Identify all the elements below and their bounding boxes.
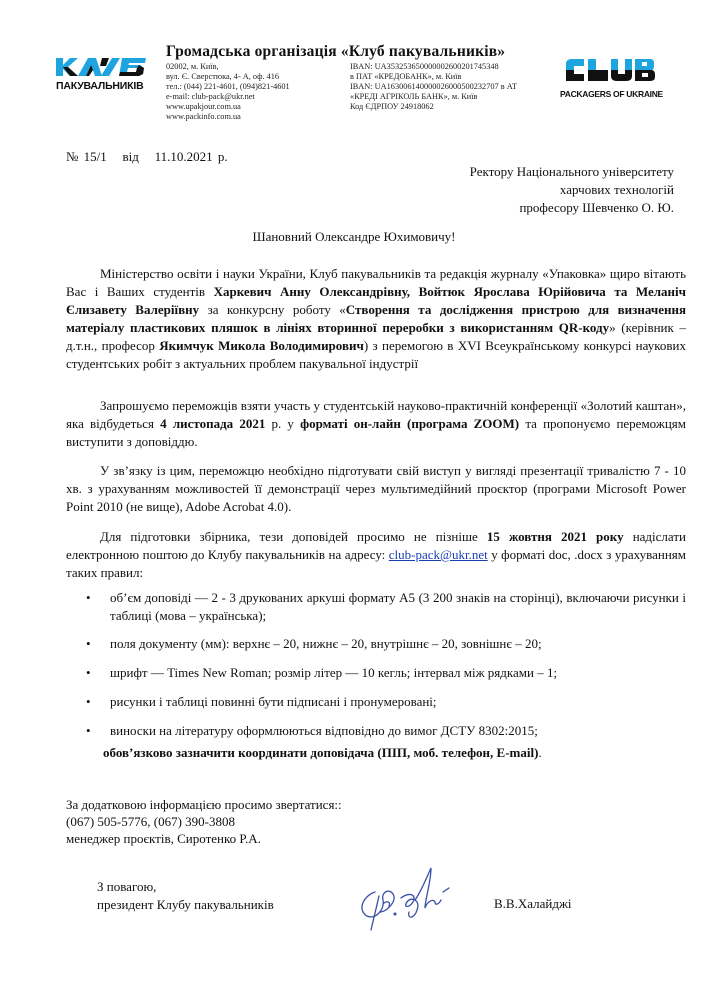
club-wordmark-icon <box>564 58 656 82</box>
salutation: Шановний Олександре Юхимовичу! <box>252 229 456 244</box>
mandatory-text: обов’язково зазначити координати доповідача (ПІП, моб. телефон, E-mail) <box>103 745 539 760</box>
contact-phones: (067) 505-5776, (067) 390-3808 <box>66 814 235 829</box>
website-line: www.upakjour.com.ua <box>166 102 241 112</box>
organization-address <box>166 62 290 123</box>
contact-line: За додатковою інформацією просимо звертатися:: <box>66 797 342 812</box>
list-item: • шрифт — Times New Roman; розмір літер — 10 кегль; інтервал між рядками – 1; <box>86 664 686 682</box>
paragraph-submission <box>66 528 686 582</box>
text-span: Міністерство освіти і науки України, Клуб пакувальників та редакція журналу «Упаковка» щиро вітають Вас і Ваших студентів <box>66 266 686 299</box>
text-span: р. у <box>265 416 301 431</box>
paragraph-invitation <box>66 397 686 451</box>
list-item: • рисунки і таблиці повинні бути підписані і пронумеровані; <box>86 693 686 711</box>
bank-line: IBAN: UA353253650000002600201745348 <box>350 62 499 71</box>
closing-block <box>97 878 274 914</box>
text-span: . <box>538 745 542 760</box>
addressee-line: Ректору Національного університету <box>469 164 674 179</box>
email-line: e-mail: club-pack@ukr.net <box>166 92 255 102</box>
paragraph-congratulation <box>66 265 686 373</box>
list-item: • поля документу (мм): верхнє – 20, нижнє – 20, внутрішнє – 20, зовнішнє – 20; <box>86 635 686 653</box>
signature-icon <box>345 852 463 932</box>
address-line: 02002, м. Київ, <box>166 62 219 71</box>
text-span: » (керівник – д.т.н., професор <box>66 320 686 353</box>
text-span: Для підготовки збірника, тези доповідей просимо не пізніше <box>100 529 487 544</box>
closing-line: З повагою, <box>97 879 157 894</box>
bank-line: в ПАТ «КРЕДОБАНК», м. Київ <box>350 72 462 82</box>
conference-format: форматі он-лайн (програма ZOOM) <box>300 416 520 431</box>
text-span: та пропонуємо переможцям виступити з доповіддю. <box>66 416 686 449</box>
signer-name: В.В.Халайджі <box>494 896 572 911</box>
list-item: • виноски на літературу оформлюються відповідно до вимог ДСТУ 8302:2015; <box>86 722 686 740</box>
address-line: вул. Є. Сверстюка, 4- А, оф. 416 <box>166 72 280 82</box>
logo-club-packagers-en <box>560 58 663 99</box>
addressee-line: професору Шевченко О. Ю. <box>519 200 674 215</box>
conference-date: 4 листопада 2021 <box>160 416 266 431</box>
logo-left-text: ПАКУВАЛЬНИКІВ <box>56 80 144 92</box>
phone-line: тел.: (044) 221-4601, (094)821-4601 <box>166 82 290 92</box>
bank-line: IBAN: UA163006140000026000500232707 в АТ <box>350 82 518 92</box>
paragraph-presentation <box>66 462 686 516</box>
text-span: у форматі doc, .docx з урахуванням таких правил: <box>66 547 686 580</box>
addressee-block <box>470 163 674 217</box>
student-names: Харкевич Анну Олександрівну, Войтюк Ярослава Юрійовича та Меланіч Єлизавету Валеріївну <box>66 284 686 317</box>
addressee-line: харчових технологій <box>559 182 674 197</box>
organization-title: Громадська організація «Клуб пакувальників» <box>166 43 506 60</box>
closing-title: президент Клубу пакувальників <box>97 897 274 912</box>
logo-right-text: PACKAGERS OF UKRAINE <box>560 89 663 99</box>
ref-number: № 15/1 <box>66 149 107 164</box>
mandatory-note <box>103 745 542 761</box>
logo-mark-icon <box>56 56 148 78</box>
email-link[interactable]: club-pack@ukr.net <box>388 547 488 562</box>
text-span: Запрошуємо переможців взяти участь у студентській науково-практичній конференції «Золотий каштан», яка відбудеться <box>66 398 686 431</box>
text-span: надіслати електронною поштою до Клубу пакувальників на адресу: <box>66 529 686 562</box>
contact-manager: менеджер проєктів, Сиротенко Р.А. <box>66 831 261 846</box>
bank-line: «КРЕДІ АГРІКОЛЬ БАНК», м. Київ <box>350 92 478 102</box>
text-span: за конкурсну роботу « <box>199 302 346 317</box>
ref-from-label: від <box>122 149 139 164</box>
work-title: Створення та дослідження пристрою для визначення матеріалу пластикових пляшок в лініях вторинної переробки з використанням QR-коду <box>66 302 686 335</box>
logo-club-packagers-ua <box>56 56 148 92</box>
text-span: ) з перемогою в XVI Всеукраїнському конкурсі наукових студентських робіт з актуальних проблем пакувальної індустрії <box>66 338 686 371</box>
letter-reference <box>66 149 228 165</box>
bank-line: Код ЄДРПОУ 24918062 <box>350 102 434 112</box>
supervisor-name: Якимчук Микола Володимирович <box>159 338 364 353</box>
ref-date: 11.10.2021 р. <box>154 149 228 164</box>
submission-deadline: 15 жовтня 2021 року <box>486 529 624 544</box>
website-line: www.packinfo.com.ua <box>166 112 241 122</box>
list-item: • об’єм доповіді — 2 - 3 друкованих аркуші формату А5 (3 200 знаків на сторінці), включаючи рисунки і таблиці (мова – українська); <box>86 589 686 625</box>
bank-details <box>350 62 517 112</box>
contact-block <box>66 796 342 847</box>
presentation-text: У зв’язку із цим, переможцю необхідно підготувати свій виступ у вигляді презентації тривалістю 7 - 10 хв. з урахуванням можливостей її демонстрації через мультимедійний проєктор (програми Microsoft Power Point 2010 (не вище), Adobe Acrobat 4.0). <box>66 463 686 514</box>
